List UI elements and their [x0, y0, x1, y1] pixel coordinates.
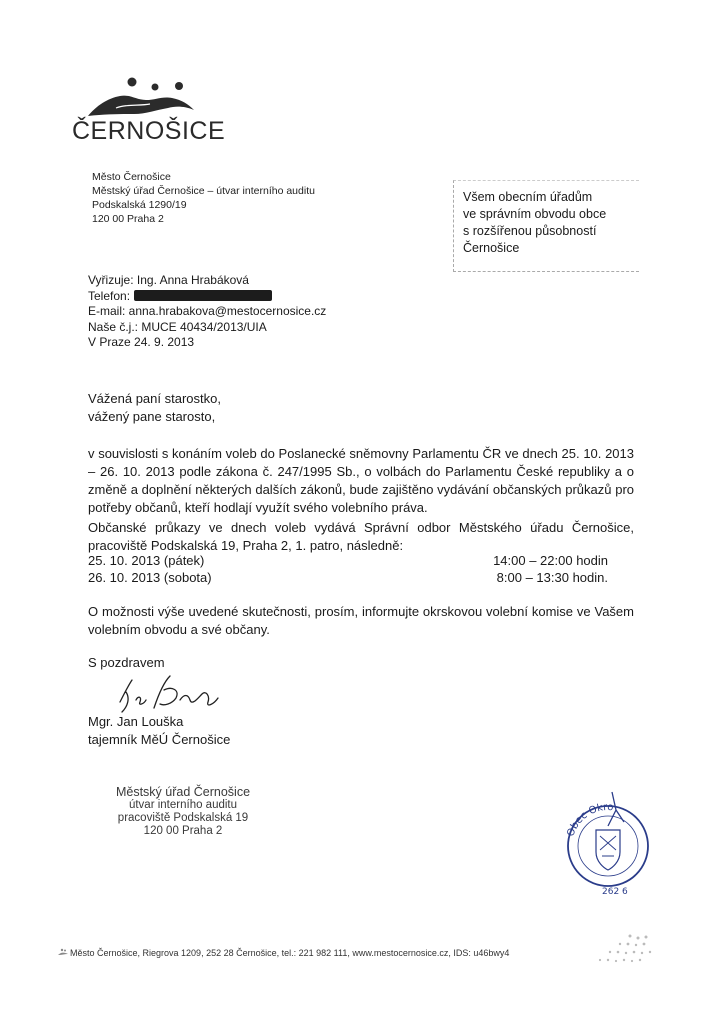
body-paragraph-1: v souvislosti s konáním voleb do Poslanecké sněmovny Parlamentu ČR ve dnech 25. 10. 2013 – 26. 10. 2013 podle zákona č. 247/1995 Sb., o volbách do Parlamentu České republiky a o změně a doplnění některých dalších zákonů, bude zajištěno vydávání občanských průkazů pro potřeby občanů, kteří hodlají využít svého volebního práva. [88, 446, 634, 515]
stamp-line: 120 00 Praha 2 [143, 825, 223, 837]
schedule-time: 14:00 – 22:00 hodin [493, 553, 608, 568]
recipient-line: Černošice [463, 241, 520, 255]
reference-line: Naše č.j.: MUCE 40434/2013/UIA [88, 319, 267, 334]
phone-label: Telefon: [88, 288, 131, 303]
sender-line: Podskalská 1290/19 [92, 199, 187, 211]
body-paragraph-2: Občanské průkazy ve dnech voleb vydává Správní odbor Městského úřadu Černošice, pracoviště Podskalská 19, Praha 2, 1. patro, následně: [88, 520, 634, 553]
schedule-date: 25. 10. 2013 (pátek) [88, 553, 205, 568]
signer-name: Mgr. Jan Louška [88, 714, 184, 729]
redacted-phone-bar [134, 290, 272, 301]
round-stamp-number: 262 6 [602, 887, 628, 897]
signer-block [88, 713, 230, 749]
stamp-line: pracoviště Podskalská 19 [117, 812, 249, 824]
stamp-line: Městský úřad Černošice [115, 785, 251, 799]
schedule-time: 8:00 – 13:30 hodin. [496, 570, 608, 585]
salutation [88, 390, 221, 426]
stamp-line: útvar interního auditu [128, 799, 238, 811]
recipient-line: s rozšířenou působností [463, 224, 597, 238]
office-stamp [88, 786, 278, 838]
footer-address: Město Černošice, Riegrova 1209, 252 28 Černošice, tel.: 221 982 111, www.mestocernosice.cz, IDS: u46bwy4 [70, 948, 510, 958]
phone-line [88, 289, 326, 305]
schedule-date: 26. 10. 2013 (sobota) [88, 570, 212, 585]
footer-decorative-pattern-icon [590, 932, 654, 966]
closing-greeting: S pozdravem [88, 655, 165, 670]
recipient-line: ve správním obvodu obce [463, 207, 607, 221]
salutation-line: Vážená paní starostko, [88, 391, 221, 406]
svg-text:Obec Okro [565, 802, 613, 838]
round-official-stamp [558, 790, 658, 906]
contact-info [88, 273, 326, 351]
schedule-row [88, 552, 608, 569]
sender-line: Město Černošice [92, 171, 171, 183]
place-date-line: V Praze 24. 9. 2013 [88, 335, 195, 349]
footer-logo-icon [58, 947, 68, 957]
recipient-line: Všem obecním úřadům [463, 190, 593, 204]
sender-address [92, 170, 315, 226]
handwritten-signature [110, 672, 230, 718]
schedule-row [88, 569, 608, 586]
cernosice-logo-text: ČERNOŠICE [72, 117, 226, 145]
cernosice-logo-graphic [86, 76, 196, 120]
email-line: E-mail: anna.hrabakova@mestocernosice.cz [88, 304, 327, 318]
body-paragraph-3: O možnosti výše uvedené skutečnosti, prosím, informujte okrskovou volební komise ve Vašem volebním obvodu a své občany. [88, 604, 634, 637]
round-stamp-text: Obec Okro [565, 801, 614, 839]
recipient-address-box [453, 180, 639, 272]
handler-line: Vyřizuje: Ing. Anna Hrabáková [88, 273, 249, 287]
sender-line: 120 00 Praha 2 [92, 213, 164, 225]
signer-title: tajemník MěÚ Černošice [88, 732, 231, 747]
salutation-line: vážený pane starosto, [88, 409, 216, 424]
sender-line: Městský úřad Černošice – útvar interního auditu [92, 185, 315, 197]
schedule-list [88, 552, 608, 586]
